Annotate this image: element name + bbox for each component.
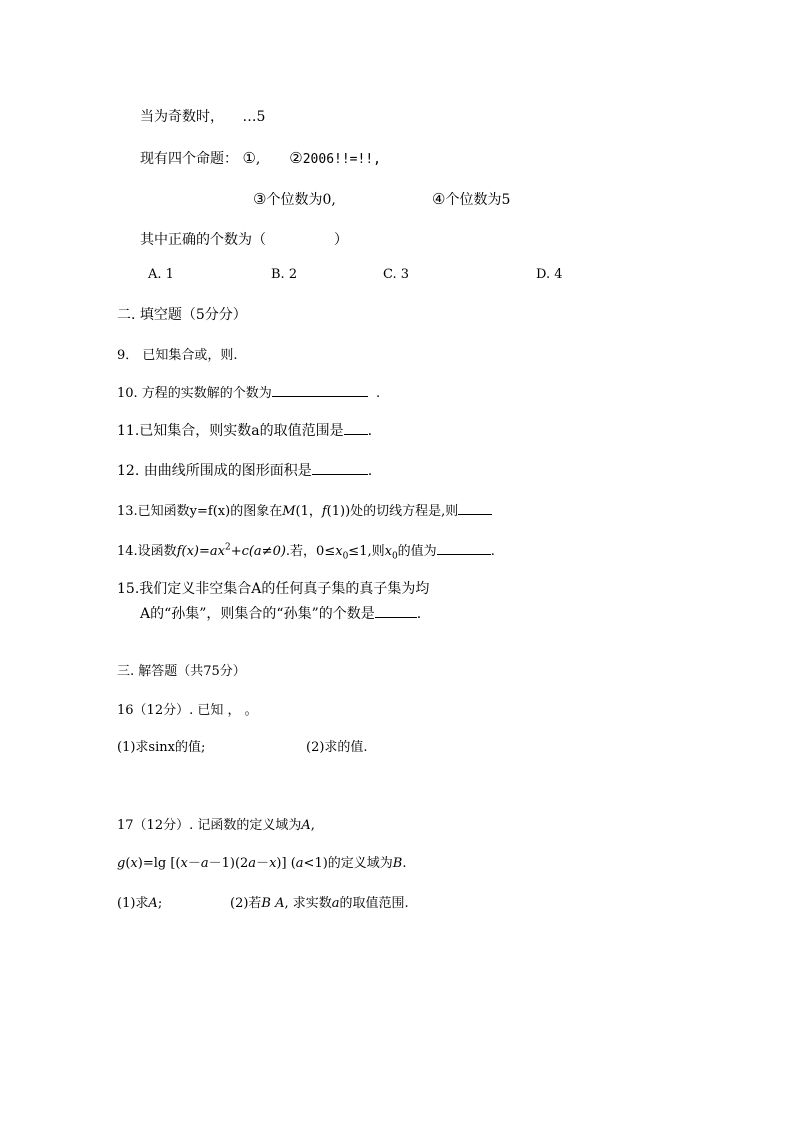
q8-ask-close: ） [334,232,348,248]
q8-c1-tail: , [255,151,261,167]
q14-func-tail: +c(a≠0) [230,544,286,559]
q8-prop2-text: 2006!!=!!, [302,152,381,167]
section3-title: 三. 解答题（共75分） [117,664,246,679]
q14-end: . [490,544,495,559]
q17-g-x: x [130,856,138,871]
q17-set-b: B [392,856,403,871]
q8-line1-tail: …5 [242,109,266,125]
q8-option-a: A. 1 [148,267,174,282]
q15-end: . [416,606,422,622]
question-11 [117,421,372,440]
circled-four: ④ [432,190,446,208]
q10-blank [272,383,368,397]
q14-text-c: .若，0≤ [285,544,336,559]
circled-two: ② [289,149,303,167]
q14-x0: x [335,544,343,559]
question-17 [117,817,315,835]
q8-ask: 其中正确的个数为（ [140,232,266,248]
q17-p1-text: (1)求 [117,896,149,911]
q13-point-m: M [282,504,296,519]
q17-g-a3: a [295,856,304,871]
q17-text: 17（12分）. 记函数的定义域为 [117,818,302,833]
q14-func: f(x)=ax [176,544,225,559]
q8-prop3 [253,190,336,209]
q17-p2-end: 的取值范围. [339,896,409,911]
q14-exp: 2 [224,542,231,553]
q13-blank [458,501,492,515]
q8-prop3-text: 个位数为0, [266,192,336,208]
q13-f: f [321,504,327,519]
q11-blank [344,421,368,435]
question-14 [117,541,495,561]
q17-g-x2: x [180,856,188,871]
q13-text-b: (1， [295,504,322,519]
q14-text-d: ≤1,则 [348,544,385,559]
q12-end: . [367,463,373,479]
q17-g: g [117,856,126,871]
q17-g-minus2: － [256,856,270,871]
q17-g-a2: a [248,856,257,871]
question-12 [117,461,372,480]
q16-part2: (2)求的值. [306,740,368,755]
q17-g-definition [117,855,407,873]
q12-text: 12. 由曲线所围成的图形面积是 [117,463,312,479]
q17-part2 [230,895,409,913]
section2-title: 二. 填空题（5分分） [117,307,247,323]
q8-intro: 现有四个命题： [140,151,238,167]
q14-x0-sub: 0 [342,551,349,562]
q14-x0b: x [384,544,392,559]
q8-prop4 [432,190,510,209]
circled-one: ① [242,149,256,167]
circled-three: ③ [253,190,267,208]
q8-line1-text: 当为奇数时， [140,109,224,125]
q8-option-d: D. 4 [536,267,563,282]
q11-text: 11.已知集合，则实数a的取值范围是 [117,423,344,439]
q17-g-paren: ( [125,856,131,871]
q8-propositions-line [140,149,381,169]
q16-part1: (1)求sinx的值; [117,740,206,755]
q11-end: . [367,423,373,439]
q17-p1-set-a: A [148,896,158,911]
q17-g-minus: － [187,856,201,871]
q17-g-end: . [402,856,407,871]
q17-g-domain: <1)的定义域为 [303,856,393,871]
q15-blank [375,604,417,618]
q15-text: A的“孙集”，则集合的“孙集”的个数是 [140,606,375,622]
q17-g-close: )] ( [276,856,296,871]
question-10 [117,383,380,403]
q17-g-lg: )=lg [( [137,856,181,871]
q14-blank [437,541,491,555]
q17-p2-set-a: A [275,896,285,911]
question-15-line2 [140,604,421,623]
q17-p2-mid: , 求实数 [284,896,332,911]
q17-g-x3: x [269,856,277,871]
q17-p2-var-a: a [331,896,340,911]
q14-text-a: 14.设函数 [117,544,177,559]
q17-g-mid: －1)(2 [208,856,249,871]
q8-question [140,231,348,249]
q13-text-a: 13.已知函数y=f(x)的图象在 [117,504,283,519]
q14-text-e: 的值为 [397,544,437,559]
q8-option-c: C. 3 [383,267,410,282]
q8-option-b: B. 2 [271,267,298,282]
question-15-line1: 15.我们定义非空集合A的任何真子集的真子集为均 [117,581,430,597]
q13-text-c: (1))处的切线方程是,则 [326,504,459,519]
q17-p2-text: (2)若 [230,896,262,911]
q8-prop4-text: 个位数为5 [445,192,511,208]
q10-text: 10. 方程的实数解的个数为 [117,386,272,401]
q12-blank [312,461,368,475]
q17-p2-set-b: B [261,896,271,911]
q14-x0b-sub: 0 [391,551,398,562]
q17-part1 [117,895,162,913]
q8-line-parity [140,108,265,126]
question-16: 16（12分）. 已知 ， 。 [117,703,258,718]
q17-tail: , [310,818,315,833]
q10-end: . [375,386,381,401]
question-13 [117,501,492,521]
q17-set-a: A [301,818,311,833]
q17-g-a: a [200,856,209,871]
question-9: 9． 已知集合或，则. [117,348,238,363]
q17-p1-end: ; [157,896,163,911]
